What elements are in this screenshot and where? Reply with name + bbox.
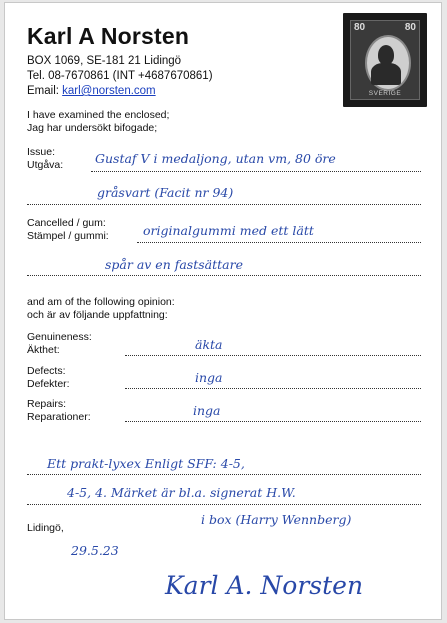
stamp-portrait-head [378,45,394,65]
dotted-line [137,242,421,243]
stamp-value-left: 80 [354,22,366,33]
issue-label-sv: Utgåva: [27,159,64,171]
cancelled-line-1: originalgummi med ett lätt [143,223,314,238]
stamp-value-right: 80 [404,22,416,33]
genuineness-label-en: Genuineness: [27,331,92,343]
issuer-address: BOX 1069, SE-181 21 Lidingö [27,55,182,67]
email-label: Email: [27,85,59,97]
dotted-line [27,275,421,276]
issue-label-en: Issue: [27,146,56,158]
issue-line-2: gråsvart (Facit nr 94) [97,185,234,200]
defects-label-en: Defects: [27,365,66,377]
dotted-line [125,421,421,422]
defects-value: inga [195,370,223,385]
dotted-line [27,504,421,505]
stamp-portrait-body [371,63,401,85]
stamp-image [343,13,427,107]
email-link[interactable]: karl@norsten.com [62,85,156,97]
dotted-line [27,474,421,475]
signature: Karl A. Norsten [165,571,364,600]
place-label: Lidingö, [27,522,64,534]
remarks-line-2: 4-5, 4. Märket är bl.a. signerat H.W. [67,485,296,500]
issuer-name: Karl A Norsten [27,23,190,49]
dotted-line [91,171,421,172]
opinion-en: and am of the following opinion: [27,296,175,308]
dotted-line [27,204,421,205]
stamp-frame [350,20,420,100]
issue-date: 29.5.23 [71,543,119,558]
intro-sv: Jag har undersökt bifogade; [27,122,158,134]
dotted-line [125,355,421,356]
remarks-line-3: i box (Harry Wennberg) [201,512,352,527]
repairs-label-en: Repairs: [27,398,67,410]
issuer-email-row [27,84,156,99]
genuineness-value: äkta [195,337,223,352]
genuineness-label-sv: Äkthet: [27,344,60,356]
opinion-sv: och är av följande uppfattning: [27,309,168,321]
repairs-value: inga [193,403,221,418]
dotted-line [125,388,421,389]
cancelled-label-sv: Stämpel / gummi: [27,230,109,242]
defects-label-sv: Defekter: [27,378,70,390]
stamp-country: SVERIGE [368,90,402,97]
intro-en: I have examined the enclosed; [27,109,170,121]
repairs-label-sv: Reparationer: [27,411,91,423]
certificate-sheet [4,2,442,620]
cancelled-line-2: spår av en fastsättare [105,257,243,272]
issue-line-1: Gustaf V i medaljong, utan vm, 80 öre [95,151,336,166]
remarks-line-1: Ett prakt-lyxex Enligt SFF: 4-5, [47,456,245,471]
cancelled-label-en: Cancelled / gum: [27,217,106,229]
issuer-phone: Tel. 08-7670861 (INT +4687670861) [27,70,213,82]
